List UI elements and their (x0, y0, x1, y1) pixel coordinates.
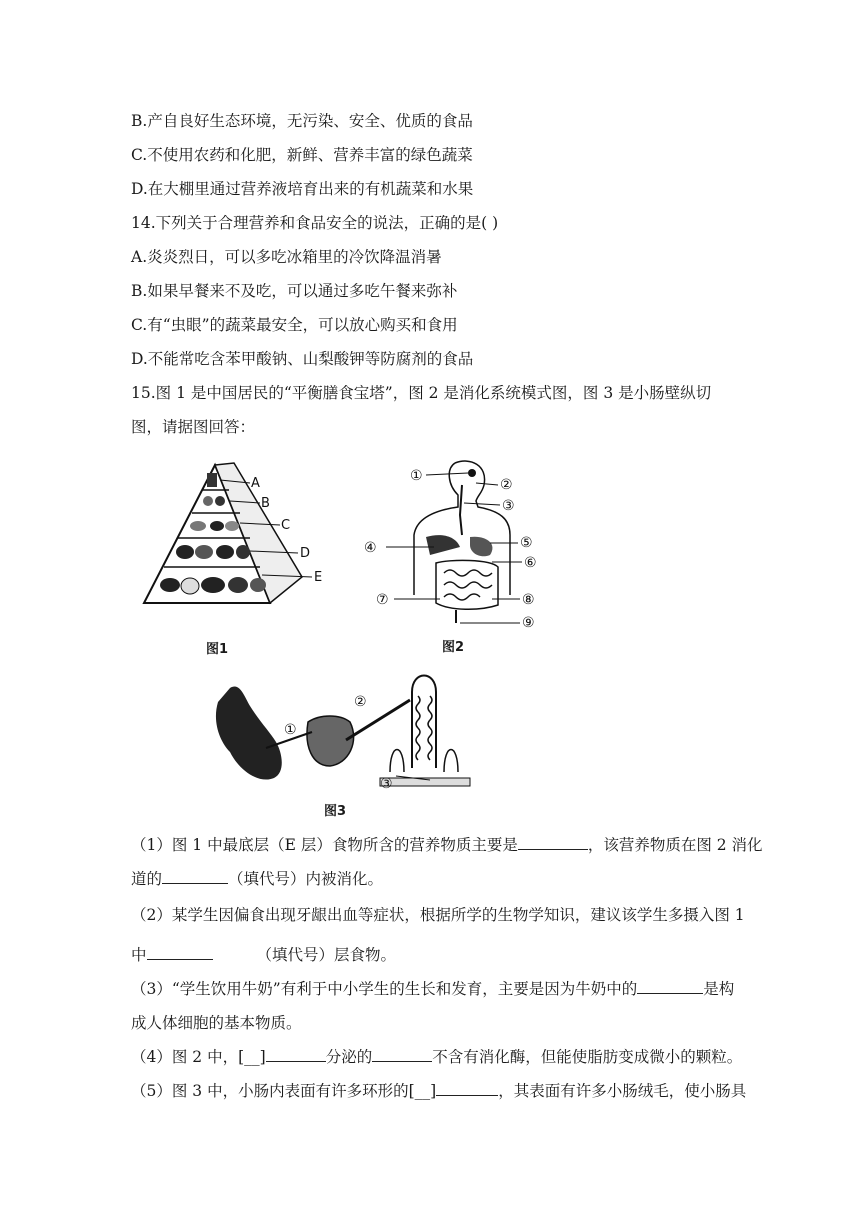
fig2-label-4: ④ (364, 540, 377, 556)
sub4-text-b: 分泌的 (325, 1048, 373, 1066)
fig1-label-d: D (300, 546, 311, 561)
fig1-label-e: E (314, 570, 323, 585)
sub1-text-b: ，该营养物质在图 2 消化 (587, 836, 763, 854)
fig3-label-2: ② (354, 694, 367, 710)
sub5-bracket-blank[interactable]: [__] (408, 1082, 437, 1100)
sub2-text-b: 中 (131, 946, 147, 964)
fig2-label-1: ① (410, 468, 423, 484)
fig2-label-7: ⑦ (376, 592, 389, 608)
sub3-blank[interactable] (637, 979, 703, 994)
figure2-caption: 图2 (442, 640, 465, 655)
sub2-line2 (131, 945, 396, 965)
figure1-food-pyramid (130, 455, 345, 655)
q14-option-a: A.炎炎烈日，可以多吃冰箱里的冷饮降温消暑 (131, 248, 442, 266)
q14-stem: 14.下列关于合理营养和食品安全的说法，正确的是( ) (131, 214, 499, 232)
fig1-label-b: B (261, 496, 270, 511)
sub1-text-c: 道的 (131, 870, 163, 888)
sub4-bracket-blank[interactable]: [__] (238, 1048, 266, 1066)
fig2-label-6: ⑥ (524, 555, 537, 571)
q14-option-d: D.不能常吃含苯甲酸钠、山梨酸钾等防腐剂的食品 (131, 350, 474, 368)
sub1-line2 (131, 869, 383, 889)
q14-option-c: C.有“虫眼”的蔬菜最安全，可以放心购买和食用 (131, 316, 458, 334)
sub2-line1: （2）某学生因偏食出现牙龈出血等症状，根据所学的生物学知识，建议该学生多摄入图 1 (131, 906, 745, 924)
q13-option-b: B.产自良好生态环境，无污染、安全、优质的食品 (131, 112, 473, 130)
sub4-line (131, 1047, 742, 1067)
figure3-caption: 图3 (324, 804, 347, 819)
figure3-small-intestine (200, 662, 480, 802)
fig2-label-3: ③ (502, 498, 515, 514)
fig3-label-3: ③ (380, 776, 393, 792)
sub1-text-d: （填代号）内被消化。 (228, 870, 384, 888)
q15-stem: 15.图 1 是中国居民的“平衡膳食宝塔”，图 2 是消化系统模式图，图 3 是小肠壁纵切图，请据图回答： (131, 384, 712, 436)
sub5-text-a: （5）图 3 中，小肠内表面有许多环形的 (131, 1082, 409, 1100)
sub3-text-b: 是构 (703, 980, 735, 998)
sub4-blank-1[interactable] (266, 1047, 326, 1062)
sub1-line1 (131, 835, 763, 855)
sub2-blank[interactable] (147, 945, 213, 960)
sub4-blank-2[interactable] (372, 1047, 432, 1062)
sub3-line1 (131, 979, 734, 999)
fig2-label-5: ⑤ (520, 535, 533, 551)
sub3-line2: 成人体细胞的基本物质。 (131, 1014, 302, 1032)
q14-option-b: B.如果早餐来不及吃，可以通过多吃午餐来弥补 (131, 282, 458, 300)
q13-option-d: D.在大棚里通过营养液培育出来的有机蔬菜和水果 (131, 180, 474, 198)
sub1-blank-1[interactable] (518, 835, 588, 850)
fig2-label-2: ② (500, 477, 513, 493)
sub5-text-b: ，其表面有许多小肠绒毛，使小肠具 (498, 1082, 747, 1100)
sub1-text-a: （1）图 1 中最底层（E 层）食物所含的营养物质主要是 (131, 836, 518, 854)
fig1-label-a: A (251, 476, 260, 491)
sub4-text-c: 不含有消化酶，但能使脂肪变成微小的颗粒。 (432, 1048, 743, 1066)
sub4-text-a: （4）图 2 中， (131, 1048, 239, 1066)
sub2-text-c: （填代号）层食物。 (256, 946, 397, 964)
fig2-label-9: ⑨ (522, 615, 535, 631)
fig1-label-c: C (281, 518, 291, 533)
sub5-line (131, 1081, 746, 1101)
q13-option-c: C.不使用农药和化肥，新鲜、营养丰富的绿色蔬菜 (131, 146, 473, 164)
figure1-caption: 图1 (206, 642, 229, 657)
fig2-label-8: ⑧ (522, 592, 535, 608)
fig3-label-1: ① (284, 722, 297, 738)
figure2-digestive-system (360, 455, 550, 635)
sub5-blank[interactable] (436, 1081, 498, 1096)
sub1-blank-2[interactable] (162, 869, 228, 884)
sub3-text-a: （3）“学生饮用牛奶”有利于中小学生的生长和发育，主要是因为牛奶中的 (131, 980, 638, 998)
